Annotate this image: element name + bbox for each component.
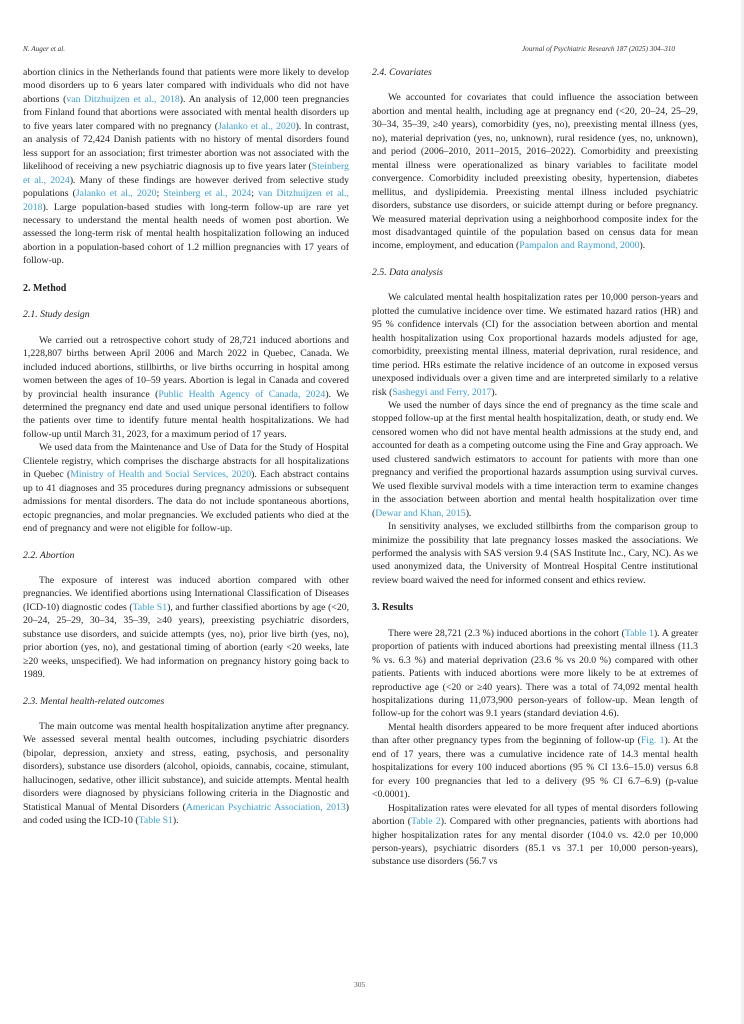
citation-link[interactable]: van Ditzhuijzen et al., 2018 <box>23 188 349 213</box>
intro-paragraph <box>23 66 349 268</box>
body-text: ) and coded using the ICD-10 ( <box>23 801 349 827</box>
body-text: We used the number of days since the end of pregnancy as the time scale and stopped follow-up at the first mental health hospitalization, death, or study end. We censored women who did not have mental health admissions at the study end, and accounted for death as a competing outcome using the Fine and Gray approach. We used clustered sandwich estimators to account for patients with more than one pregnancy and verified the proportional hazards assumption using survival curves. We used flexible survival models with a time interaction term to examine changes in the association between abortion and mental health hospitalization over time ( <box>372 399 698 519</box>
citation-link[interactable]: van Ditzhuijzen et al., 2018 <box>66 93 180 105</box>
citation-link[interactable]: Table 1 <box>624 627 654 639</box>
data-analysis-paragraph-2 <box>372 399 698 520</box>
citation-link[interactable]: Jalanko et al., 2020 <box>218 120 296 132</box>
citation-link[interactable]: Ministry of Health and Social Services, 2020 <box>70 469 252 481</box>
body-text: The exposure of interest was induced abortion compared with other pregnancies. We identified abortions using International Classification of Diseases (ICD-10) diagnostic codes ( <box>23 574 349 613</box>
body-text: We accounted for covariates that could influence the association between abortion and mental health, including age at pregnancy end (<20, 20–24, 25–29, 30–34, 35–39, ≥40 years), comorbidity (yes, no), preexisting mental illness (yes, no), material deprivation (yes, no, unknown), rural residence (yes, no, unknown), and period (2006–2010, 2011–2015, 2016–2022). Comorbidity and preexisting mental illness were operationalized as binary variables to facilitate model convergence. Comorbidity included preexisting obesity, hypertension, diabetes mellitus, and dyslipidemia. Preexisting mental illness included psychiatric disorders, substance use disorders, or suicide attempt during or before pregnancy. We measured material deprivation using a neighborhood composite index for the most disadvantaged quintile of the population based on census data for mean income, employment, and education ( <box>372 92 698 252</box>
body-text: ). <box>639 240 646 252</box>
citation-link[interactable]: Steinberg et al., 2024 <box>23 161 349 186</box>
right-column <box>372 66 698 869</box>
results-paragraph-3 <box>372 802 698 869</box>
body-text: ). Compared with other pregnancies, patients with abortions had higher hospitalization rates for any mental disorder (104.0 vs. 42.0 per 10,000 person-years), psychiatric disorders (85.1 vs 37.1 per 10,000 person-years), substance use disorders (56.7 vs <box>372 816 699 868</box>
abortion-paragraph <box>23 574 349 682</box>
body-text: ). Large population-based studies with long-term follow-up are rare yet necessary to understand the mental health needs of women post abortion. We assessed the long-term risk of mental health hospitalization following an induced abortion in a population-based cohort of 1.2 million pregnancies with 17 years of follow-up. <box>23 201 349 267</box>
subsection-heading-data-analysis: 2.5. Data analysis <box>372 266 443 278</box>
body-text: We calculated mental health hospitalization rates per 10,000 person-years and plotted the cumulative incidence over time. We estimated hazard ratios (HR) and 95 % confidence intervals (CI) for the association between abortion and mental health hospitalization using Cox proportional hazards models adjusted for age, comorbidity, preexisting mental illness, material deprivation, rural residence, and time period. HRs estimate the relative incidence of an outcome in exposed versus unexposed individuals over a given time and are interpreted similarly to a relative risk ( <box>372 292 698 398</box>
running-header-authors: N. Auger et al. <box>23 45 65 53</box>
body-text: ), and further classified abortions by age (<20, 20–24, 25–29, 30–34, 35–39, ≥40 years), preexisting psychiatric disorders, substance use disorders, and suicide attempts (yes, no), prior live birth (yes, no), prior abortion (yes, no), and gestational timing of abortion (early <20 weeks, late ≥20 weeks, unspecified). We had information on pregnancy history going back to 1989. <box>23 601 350 681</box>
citation-link[interactable]: Table S1 <box>138 815 173 827</box>
body-text: abortion clinics in the Netherlands found that patients were more likely to develop mood disorders up to 6 years later compared with individuals who did not have abortions ( <box>23 67 349 105</box>
subsection-heading-outcomes: 2.3. Mental health-related outcomes <box>23 695 165 707</box>
results-paragraph-1 <box>372 627 698 721</box>
page-number: 305 <box>354 980 366 989</box>
subsection-heading-covariates: 2.4. Covariates <box>372 67 432 78</box>
body-text: There were 28,721 (2.3 %) induced abortions in the cohort ( <box>388 627 625 639</box>
citation-link[interactable]: American Psychiatric Association, 2013 <box>185 801 346 813</box>
body-text: ). Each abstract contains up to 41 diagnoses and 35 procedures during pregnancy admissions or subsequent admissions for mental disorders. The data do not include spontaneous abortions, ectopic pregnancies, and molar pregnancies. We excluded patients who died at the end of pregnancy and were not eligible for follow-up. <box>23 469 349 535</box>
results-paragraph-2 <box>372 721 698 802</box>
body-text: ; <box>156 188 164 200</box>
citation-link[interactable]: Pampalon and Raymond, 2000 <box>519 240 640 252</box>
body-text: We used data from the Maintenance and Use of Data for the Study of Hospital Clientele registry, which comprises the discharge abstracts for all hospitalizations in Quebec ( <box>23 442 349 481</box>
body-text: ). <box>172 815 179 827</box>
outcomes-paragraph <box>23 720 349 828</box>
subsection-heading-abortion: 2.2. Abortion <box>23 549 75 561</box>
body-text: ). An analysis of 12,000 teen pregnancies from Finland found that abortions were associated with mental health disorders up to five years later compared with no pregnancy ( <box>23 93 349 132</box>
body-text: ). We determined the pregnancy end date and used unique personal identifiers to follow the patients over time to identify future mental health hospitalizations. We had follow-up until March 31, 2023, for a maximum period of 17 years. <box>23 388 349 440</box>
body-text: We carried out a retrospective cohort study of 28,721 induced abortions and 1,228,807 births between April 2006 and March 2022 in Quebec, Canada. We included induced abortions, stillbirths, or live births occurring in hospital among women between the ages of 10–59 years. Abortion is legal in Canada and covered by provincial health insurance ( <box>23 334 349 400</box>
section-heading-method: 2. Method <box>23 282 67 294</box>
citation-link[interactable]: Jalanko et al., 2020 <box>75 188 157 200</box>
body-text: ). A greater proportion of patients with induced abortions had preexisting mental illness (11.3 % vs. 6.3 %) and material deprivation (23.6 % vs 20.0 %) compared with other patients. Patients with induced abortions were more likely to be at extremes of reproductive age (<20 or ≥40 years). There was a total of 74,092 mental health hospitalizations during 11,073,900 person-years of follow-up. Mean length of follow-up for the cohort was 9.1 years (standard deviation 4.6). <box>372 627 699 720</box>
data-analysis-paragraph-1 <box>372 291 698 399</box>
citation-link[interactable]: Sashegyi and Ferry, 2017 <box>392 386 492 398</box>
covariates-paragraph <box>372 91 698 252</box>
data-analysis-paragraph-3 <box>372 520 698 587</box>
left-column <box>23 66 349 828</box>
citation-link[interactable]: Table S1 <box>132 601 168 613</box>
body-text: In sensitivity analyses, we excluded stillbirths from the comparison group to minimize the possibility that late pregnancy losses masked the associations. We performed the analysis with SAS version 9.4 (SAS Institute Inc., Cary, NC). As we used anonymized data, the University of Montreal Hospital Centre institutional review board waived the need for informed consent and ethics review. <box>372 521 698 586</box>
body-text: Hospitalization rates were elevated for all types of mental disorders following abortion ( <box>372 802 698 828</box>
body-text: Mental health disorders appeared to be more frequent after induced abortions than after other pregnancy types from the beginning of follow-up ( <box>372 721 698 747</box>
body-text: ). <box>465 507 472 519</box>
running-header-journal: Journal of Psychiatric Research 187 (2025) 304–310 <box>521 45 675 53</box>
citation-link[interactable]: Dewar and Khan, 2015 <box>375 507 466 519</box>
body-text: ; <box>251 188 259 200</box>
study-design-paragraph-2 <box>23 441 349 535</box>
citation-link[interactable]: Public Health Agency of Canada, 2024 <box>158 388 326 400</box>
body-text: ). At the end of 17 years, there was a cumulative incidence rate of 14.3 mental health hospitalizations for every 100 induced abortions (95 % CI 13.6–15.0) versus 6.8 for every 100 pregnancies that led to a delivery (95 % CI 6.7–6.9) (p-value <0.0001). <box>372 735 699 801</box>
study-design-paragraph-1 <box>23 334 349 442</box>
citation-link[interactable]: Table 2 <box>411 816 441 828</box>
body-text: ). In contrast, an analysis of 72,424 Danish patients with no history of mental disorders found less support for an association; first trimester abortion was not associated with the likelihood of receiving a new psychiatric diagnosis up to five years later ( <box>23 120 350 173</box>
citation-link[interactable]: Steinberg et al., 2024 <box>163 188 252 200</box>
section-heading-results: 3. Results <box>372 602 414 614</box>
body-text: ). Many of these findings are however derived from selective study populations ( <box>23 174 350 200</box>
citation-link[interactable]: Fig. 1 <box>640 735 665 747</box>
subsection-heading-study-design: 2.1. Study design <box>23 309 90 321</box>
body-text: ). <box>491 386 498 398</box>
body-text: The main outcome was mental health hospitalization anytime after pregnancy. We assessed several mental health outcomes, including psychiatric disorders (bipolar, depression, anxiety and stress, eating, psychosis, and personality disorders), substance use disorders (alcohol, opioids, cannabis, cocaine, stimulant, hallucinogen, sedative, other illicit substance), and suicide attempts. Mental health disorders were diagnosed by physicians following criteria in the Diagnostic and Statistical Manual of Mental Disorders ( <box>23 721 349 813</box>
